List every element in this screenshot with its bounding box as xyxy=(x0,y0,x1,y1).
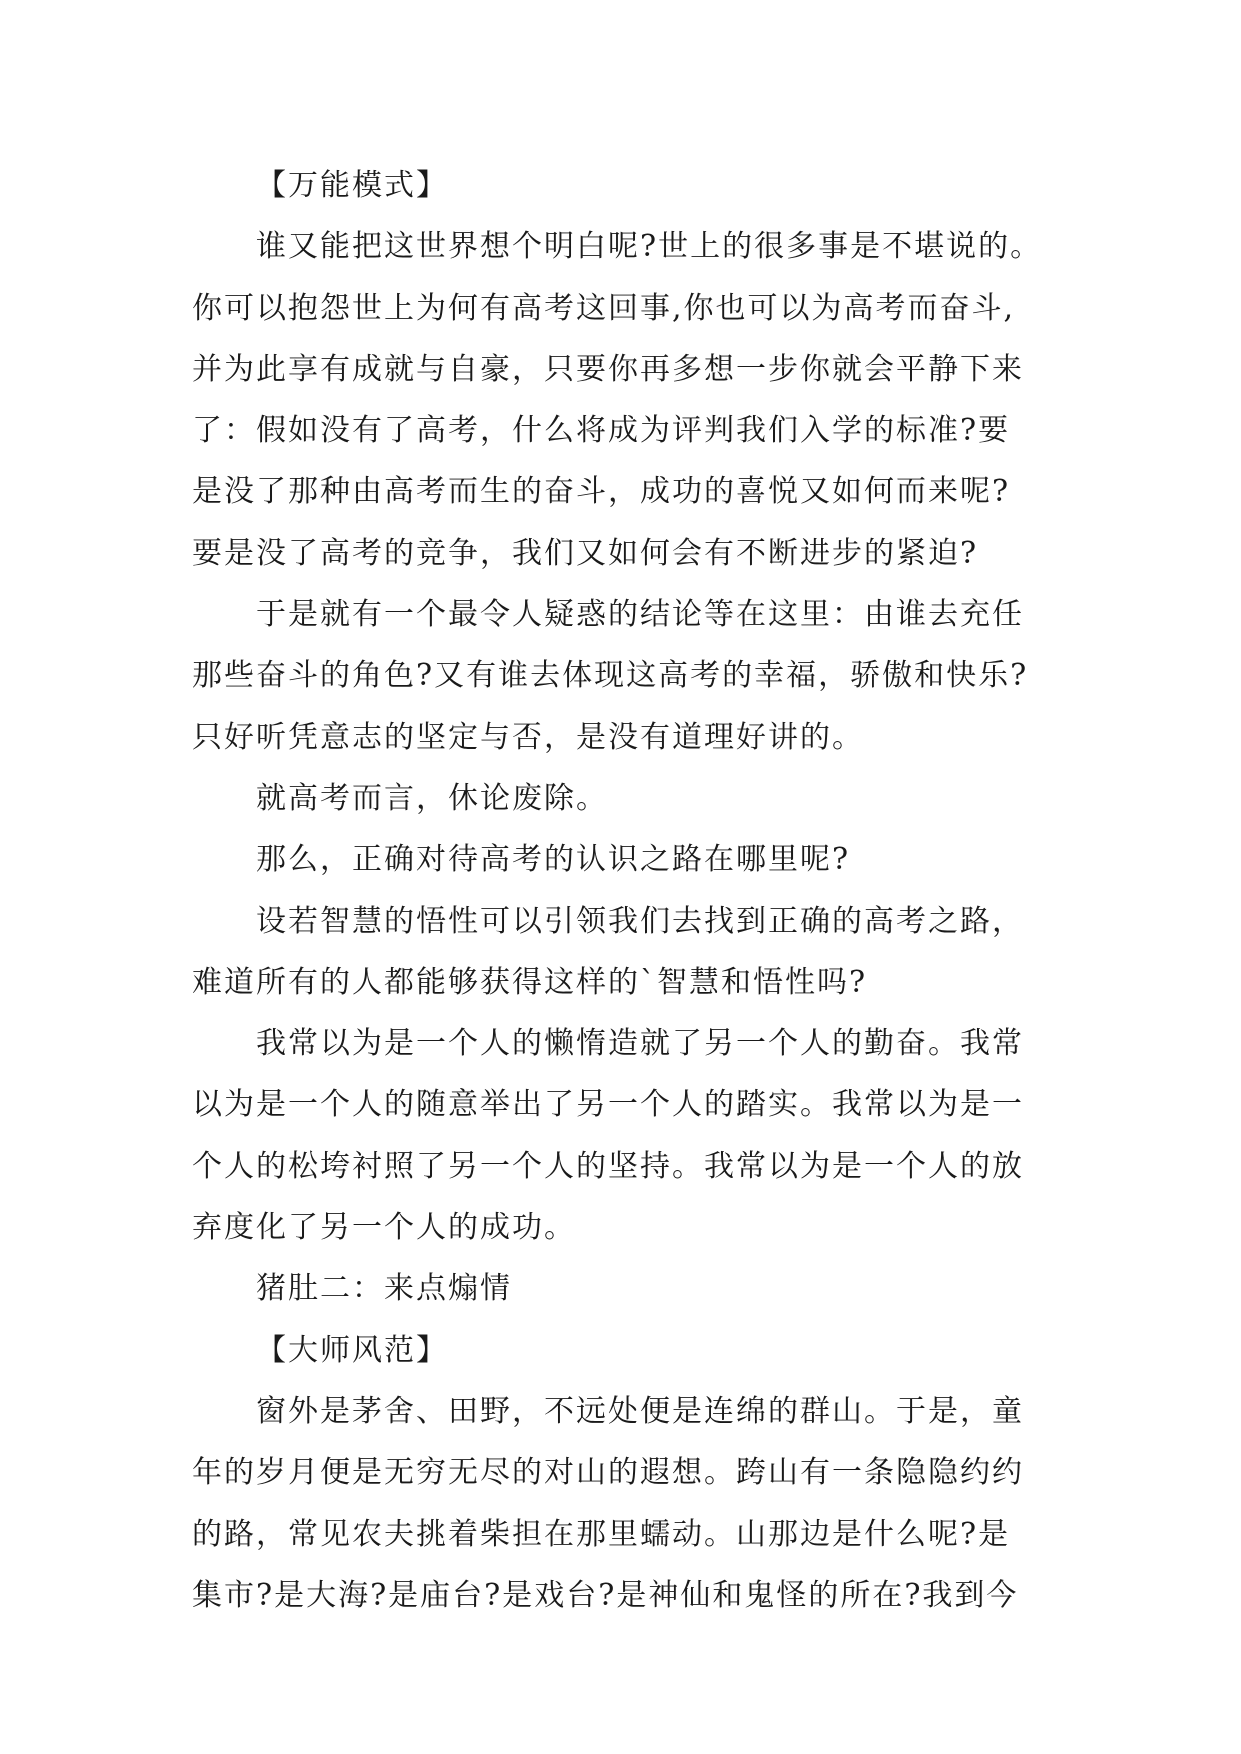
text-line: 我常以为是一个人的懒惰造就了另一个人的勤奋。我常 xyxy=(256,1026,1024,1062)
text-line: 窗外是茅舍、田野，不远处便是连绵的群山。于是，童 xyxy=(256,1393,1024,1429)
text-line: 【万能模式】 xyxy=(256,168,448,203)
text-line: 谁又能把这世界想个明白呢?世上的很多事是不堪说的。 xyxy=(256,229,1043,265)
text-line: 弃度化了另一个人的成功。 xyxy=(192,1210,576,1246)
text-line: 个人的松垮衬照了另一个人的坚持。我常以为是一个人的放 xyxy=(192,1148,1024,1184)
text-line: 并为此享有成就与自豪，只要你再多想一步你就会平静下来 xyxy=(192,351,1024,387)
text-line: 只好听凭意志的坚定与否，是没有道理好讲的。 xyxy=(192,719,864,755)
text-line: 设若智慧的悟性可以引领我们去找到正确的高考之路， xyxy=(256,903,1024,939)
text-line: 是没了那种由高考而生的奋斗，成功的喜悦又如何而来呢? xyxy=(192,474,1011,510)
text-line: 要是没了高考的竞争，我们又如何会有不断进步的紧迫? xyxy=(192,535,979,571)
text-line: 了：假如没有了高考，什么将成为评判我们入学的标准?要 xyxy=(192,413,1011,449)
text-line: 难道所有的人都能够获得这样的`智慧和悟性吗? xyxy=(192,964,868,1000)
text-line: 年的岁月便是无穷无尽的对山的遐想。跨山有一条隐隐约约 xyxy=(192,1455,1024,1491)
document-body xyxy=(192,155,1052,1626)
text-line: 猪肚二：来点煽情 xyxy=(256,1271,512,1307)
text-line: 你可以抱怨世上为何有高考这回事,你也可以为高考而奋斗, xyxy=(192,290,1016,326)
text-line: 的路，常见农夫挑着柴担在那里蠕动。山那边是什么呢?是 xyxy=(192,1516,1011,1552)
text-line: 那些奋斗的角色?又有谁去体现这高考的幸福，骄傲和快乐? xyxy=(192,658,1029,694)
text-line: 就高考而言，休论废除。 xyxy=(256,780,608,816)
text-line: 以为是一个人的随意举出了另一个人的踏实。我常以为是一 xyxy=(192,1087,1024,1123)
text-line: 那么，正确对待高考的认识之路在哪里呢? xyxy=(256,842,851,878)
text-line: 集市?是大海?是庙台?是戏台?是神仙和鬼怪的所在?我到今 xyxy=(192,1577,1019,1613)
text-line: 【大师风范】 xyxy=(256,1332,448,1368)
text-line: 于是就有一个最令人疑惑的结论等在这里：由谁去充任 xyxy=(256,597,1024,633)
